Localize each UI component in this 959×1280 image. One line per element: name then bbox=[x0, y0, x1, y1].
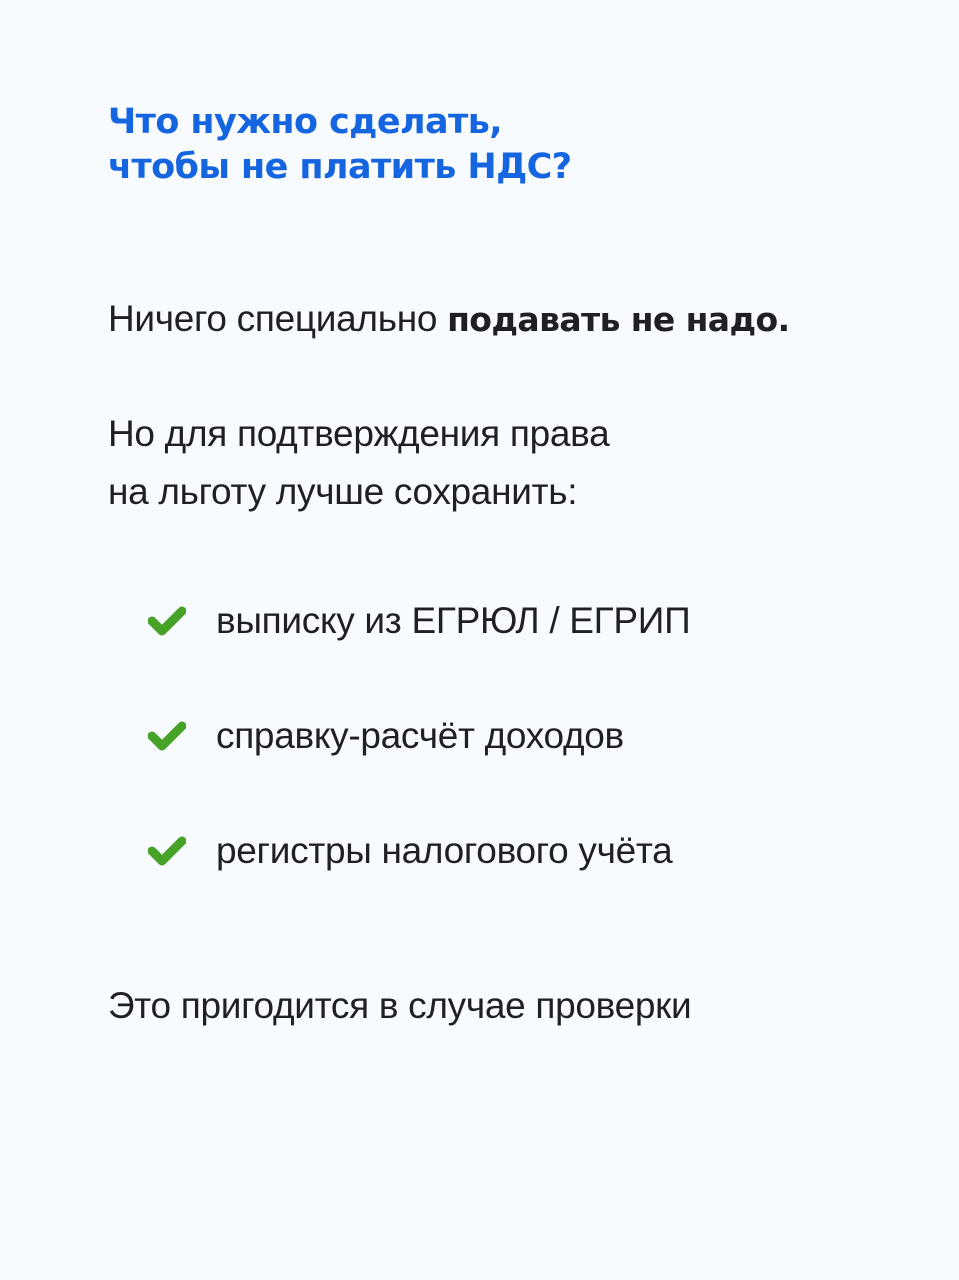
check-icon bbox=[148, 720, 186, 752]
title-line-1: Что нужно сделать, bbox=[108, 102, 502, 142]
title-line-2: чтобы не платить НДС? bbox=[108, 147, 572, 187]
checklist-item-text: регистры налогового учёта bbox=[216, 830, 673, 871]
intro-text bbox=[108, 290, 790, 349]
check-icon bbox=[148, 605, 186, 637]
audit-note: Это пригодится в случае проверки bbox=[108, 985, 692, 1026]
documents-note bbox=[108, 405, 609, 521]
documents-note-line-2: на льготу лучше сохранить: bbox=[108, 471, 578, 512]
intro-regular-text: Ничего специально bbox=[108, 298, 448, 339]
checklist-item-text: справку-расчёт доходов bbox=[216, 715, 624, 756]
checklist-item-text: выписку из ЕГРЮЛ / ЕГРИП bbox=[216, 600, 691, 641]
checklist-item-egrul bbox=[148, 592, 690, 650]
page-title bbox=[108, 100, 828, 190]
documents-checklist bbox=[148, 592, 690, 937]
check-icon bbox=[148, 835, 186, 867]
documents-note-line-1: Но для подтверждения права bbox=[108, 413, 610, 454]
intro-bold-text: подавать не надо. bbox=[447, 300, 790, 339]
checklist-item-tax-registers bbox=[148, 822, 690, 880]
checklist-item-income-report bbox=[148, 707, 690, 765]
